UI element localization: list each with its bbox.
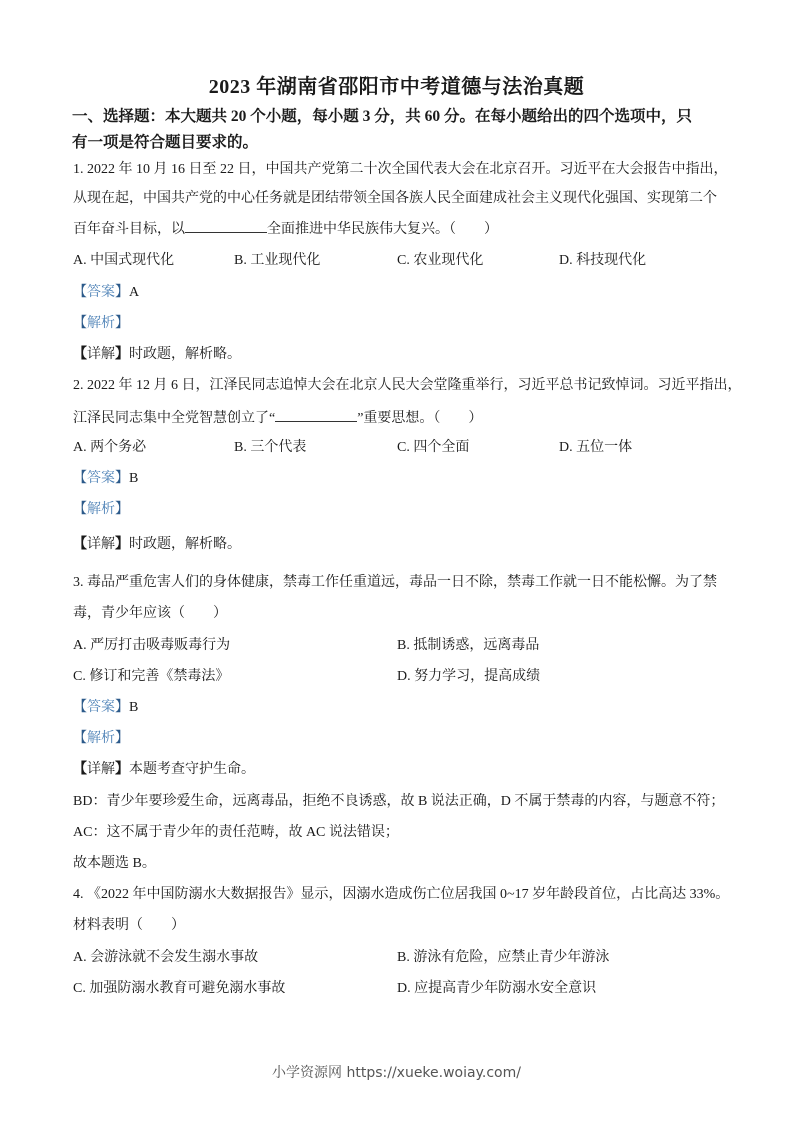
section-heading-line-1: 一、选择题：本大题共 20 个小题，每小题 3 分，共 60 分。在每小题给出的四个选项中，只 xyxy=(72,108,693,125)
question-number: 1. xyxy=(73,162,84,177)
option-c: C. 修订和完善《禁毒法》 xyxy=(73,669,230,684)
section-heading xyxy=(72,104,732,156)
detail-text-line-3: AC：这不属于青少年的责任范畴，故 AC 说法错误； xyxy=(73,825,399,840)
answer-value: B xyxy=(129,700,139,715)
option-d: D. 五位一体 xyxy=(559,440,633,455)
question-2-stem-line-1 xyxy=(73,376,742,396)
answer-value: A xyxy=(129,285,140,300)
stem-text: 2022 年 12 月 6 日，江泽民同志追悼大会在北京人民大会堂隆重举行，习近平总书记致悼词。习近平指出， xyxy=(87,378,742,393)
question-number: 3. xyxy=(73,575,84,590)
question-3-stem-line-1 xyxy=(73,573,717,593)
stem-text: 《2022 年中国防溺水大数据报告》显示，因溺水造成伤亡位居我国 0~17 岁年龄段首位，占比高达 33%。 xyxy=(87,887,730,902)
option-b: B. 抵制诱惑，远离毒品 xyxy=(397,638,540,653)
detail-text: 本题考查守护生命。 xyxy=(129,762,255,777)
page-title: 2023 年湖南省邵阳市中考道德与法治真题 xyxy=(208,76,585,98)
detail-tag: 详解 xyxy=(87,347,115,362)
option-d: D. 科技现代化 xyxy=(559,253,647,268)
option-a: A. 两个务必 xyxy=(73,440,147,455)
fill-in-blank xyxy=(275,407,357,422)
detail-line: 【详解】时政题，解析略。 xyxy=(73,537,241,552)
question-2-stem-line-2 xyxy=(73,407,482,429)
detail-text-line-2: BD：青少年要珍爱生命，远离毒品，拒绝不良诱惑，故 B 说法正确，D 不属于禁毒的内容，与题意不符； xyxy=(73,794,725,809)
answer-line: 【答案】A xyxy=(73,285,140,300)
option-a: A. 严厉打击吸毒贩毒行为 xyxy=(73,638,231,653)
analysis-tag: 解析 xyxy=(87,731,115,746)
question-4-stem-line-1 xyxy=(73,885,729,905)
option-b: B. 工业现代化 xyxy=(234,253,321,268)
option-a: A. 会游泳就不会发生溺水事故 xyxy=(73,950,259,965)
footer-watermark: 小学资源网 https://xueke.woiay.com/ xyxy=(272,1065,521,1081)
detail-text: 时政题，解析略。 xyxy=(129,537,241,552)
analysis-tag: 解析 xyxy=(87,316,115,331)
question-3-stem-line-2: 毒，青少年应该（ ） xyxy=(73,606,227,621)
analysis-line: 【解析】 xyxy=(73,731,129,746)
stem-text: 百年奋斗目标，以 xyxy=(73,222,185,237)
option-a: A. 中国式现代化 xyxy=(73,253,175,268)
stem-text: 江泽民同志集中全党智慧创立了“ xyxy=(73,411,276,426)
question-1-stem-line-2: 从现在起，中国共产党的中心任务就是团结带领全国各族人民全面建成社会主义现代化强国、实现第二个 xyxy=(73,191,717,206)
answer-tag: 答案 xyxy=(87,285,115,300)
option-b: B. 游泳有危险，应禁止青少年游泳 xyxy=(397,950,610,965)
question-1-stem-line-1 xyxy=(73,160,728,180)
option-c: C. 加强防溺水教育可避免溺水事故 xyxy=(73,981,286,996)
section-heading-line-2: 有一项是符合题目要求的。 xyxy=(72,134,259,151)
fill-in-blank xyxy=(185,218,267,233)
detail-tag: 详解 xyxy=(87,762,115,777)
stem-text-after-blank: 全面推进中华民族伟大复兴。（ ） xyxy=(267,222,498,237)
question-1-stem-line-3 xyxy=(73,218,498,240)
analysis-tag: 解析 xyxy=(87,502,115,517)
option-d: D. 努力学习，提高成绩 xyxy=(397,669,541,684)
answer-line: 【答案】B xyxy=(73,700,139,715)
option-d: D. 应提高青少年防溺水安全意识 xyxy=(397,981,597,996)
detail-text-line-4: 故本题选 B。 xyxy=(73,856,156,871)
question-number: 2. xyxy=(73,378,84,393)
option-c: C. 四个全面 xyxy=(397,440,470,455)
stem-text-after-blank: ”重要思想。（ ） xyxy=(357,411,483,426)
answer-tag: 答案 xyxy=(87,471,115,486)
detail-line: 【详解】本题考查守护生命。 xyxy=(73,762,255,777)
stem-text: 毒品严重危害人们的身体健康，禁毒工作任重道远，毒品一日不除，禁毒工作就一日不能松懈。为了禁 xyxy=(87,575,717,590)
analysis-line: 【解析】 xyxy=(73,316,129,331)
analysis-line: 【解析】 xyxy=(73,502,129,517)
question-4-stem-line-2: 材料表明（ ） xyxy=(73,918,185,933)
question-number: 4. xyxy=(73,887,84,902)
detail-tag: 详解 xyxy=(87,537,115,552)
option-b: B. 三个代表 xyxy=(234,440,307,455)
detail-text: 时政题，解析略。 xyxy=(129,347,241,362)
stem-text: 2022 年 10 月 16 日至 22 日，中国共产党第二十次全国代表大会在北京召开。习近平在大会报告中指出， xyxy=(87,162,728,177)
option-c: C. 农业现代化 xyxy=(397,253,484,268)
detail-line: 【详解】时政题，解析略。 xyxy=(73,347,241,362)
answer-line: 【答案】B xyxy=(73,471,139,486)
answer-tag: 答案 xyxy=(87,700,115,715)
answer-value: B xyxy=(129,471,139,486)
